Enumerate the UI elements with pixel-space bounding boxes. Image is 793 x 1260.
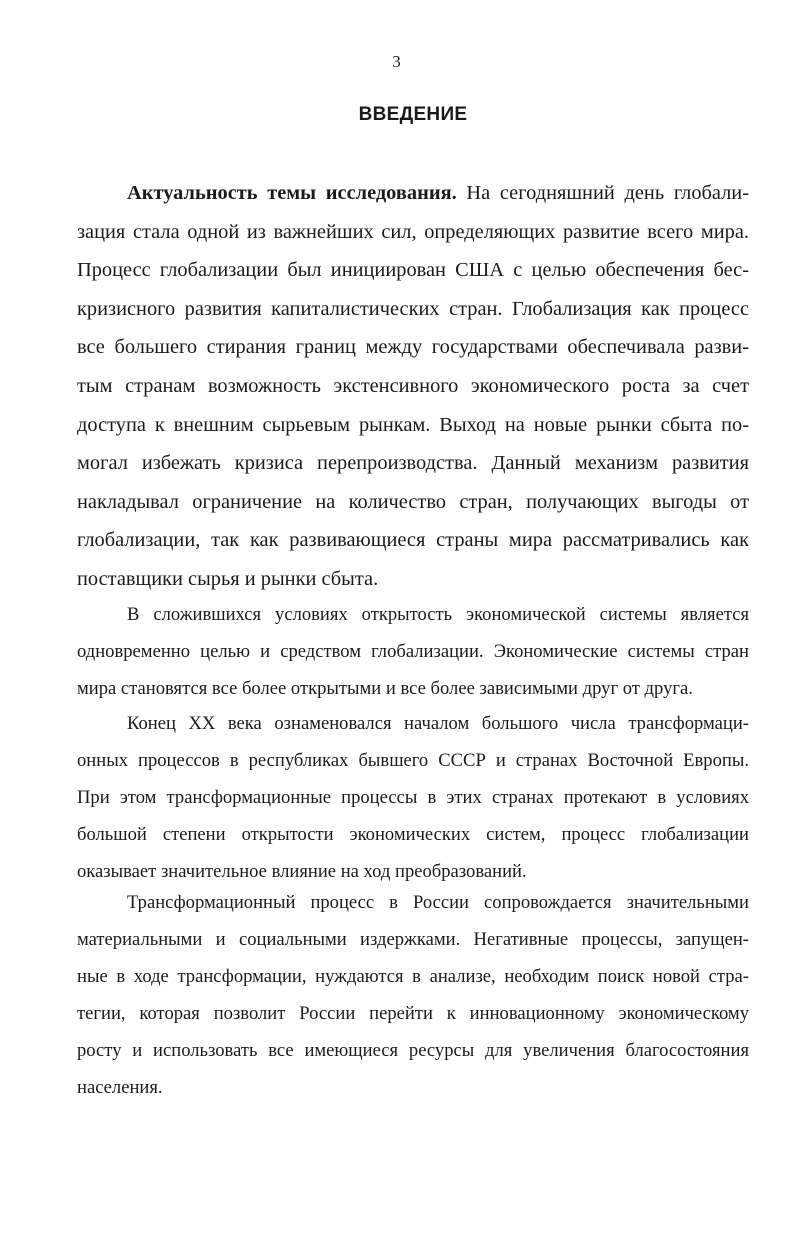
paragraph-line: мира становятся все более открытыми и все более зависимыми друг от друга. <box>77 678 693 699</box>
paragraph-line: населения. <box>77 1077 163 1098</box>
lead-phrase: Актуальность темы исследования. <box>127 182 457 204</box>
paragraph-line: накладывал ограничение на количество стран, получающих выгоды от <box>77 490 749 513</box>
paragraph-line: онных процессов в республиках бывшего СССР и странах Восточной Европы. <box>77 750 749 771</box>
paragraph-line: кризисного развития капиталистических стран. Глобализация как процесс <box>77 297 749 320</box>
paragraph-line: зация стала одной из важнейших сил, определяющих развитие всего мира. <box>77 220 749 243</box>
paragraph-line: В сложившихся условиях открытость экономической системы является <box>127 604 749 625</box>
paragraph-line: Трансформационный процесс в России сопровождается значительными <box>127 892 749 913</box>
paragraph-line: большой степени открытости экономических систем, процесс глобализации <box>77 824 749 845</box>
paragraph-line: доступа к внешним сырьевым рынкам. Выход на новые рынки сбыта по- <box>77 413 749 436</box>
paragraph-line: тегии, которая позволит России перейти к инновационному экономическому <box>77 1003 749 1024</box>
paragraph-line: ные в ходе трансформации, нуждаются в анализе, необходим поиск новой стра- <box>77 966 749 987</box>
paragraph-line: глобализации, так как развивающиеся страны мира рассматривались как <box>77 529 749 552</box>
lead-line-rest: На сегодняшний день глобали- <box>456 182 750 204</box>
section-heading: ВВЕДЕНИЕ <box>358 104 468 125</box>
paragraph-line: поставщики сырья и рынки сбыта. <box>77 567 379 590</box>
paragraph-openness <box>77 596 749 707</box>
paragraph-line: При этом трансформационные процессы в этих странах протекают в условиях <box>77 787 749 808</box>
paragraph-line: материальными и социальными издержками. Негативные процессы, запущен- <box>77 929 749 950</box>
paragraph-line: одновременно целью и средством глобализации. Экономические системы стран <box>77 641 749 662</box>
paragraph-line: тым странам возможность экстенсивного экономического роста за счет <box>77 374 749 397</box>
paragraph-line: могал избежать кризиса перепроизводства. Данный механизм развития <box>77 452 749 475</box>
paragraph-line: Конец XX века ознаменовался началом большого числа трансформаци- <box>127 713 749 734</box>
paragraph-line <box>77 174 749 213</box>
paragraph-line: оказывает значительное влияние на ход преобразований. <box>77 861 527 882</box>
paragraph-line: все большего стирания границ между государствами обеспечивала разви- <box>77 336 749 359</box>
page-number: 3 <box>392 52 401 71</box>
paragraph-russia <box>77 884 749 1106</box>
paragraph-line: росту и использовать все имеющиеся ресурсы для увеличения благосостояния <box>77 1040 749 1061</box>
paragraph-line: Процесс глобализации был инициирован США с целью обеспечения бес- <box>77 259 749 282</box>
paragraph-relevance <box>77 174 749 599</box>
paragraph-transformation <box>77 705 749 890</box>
